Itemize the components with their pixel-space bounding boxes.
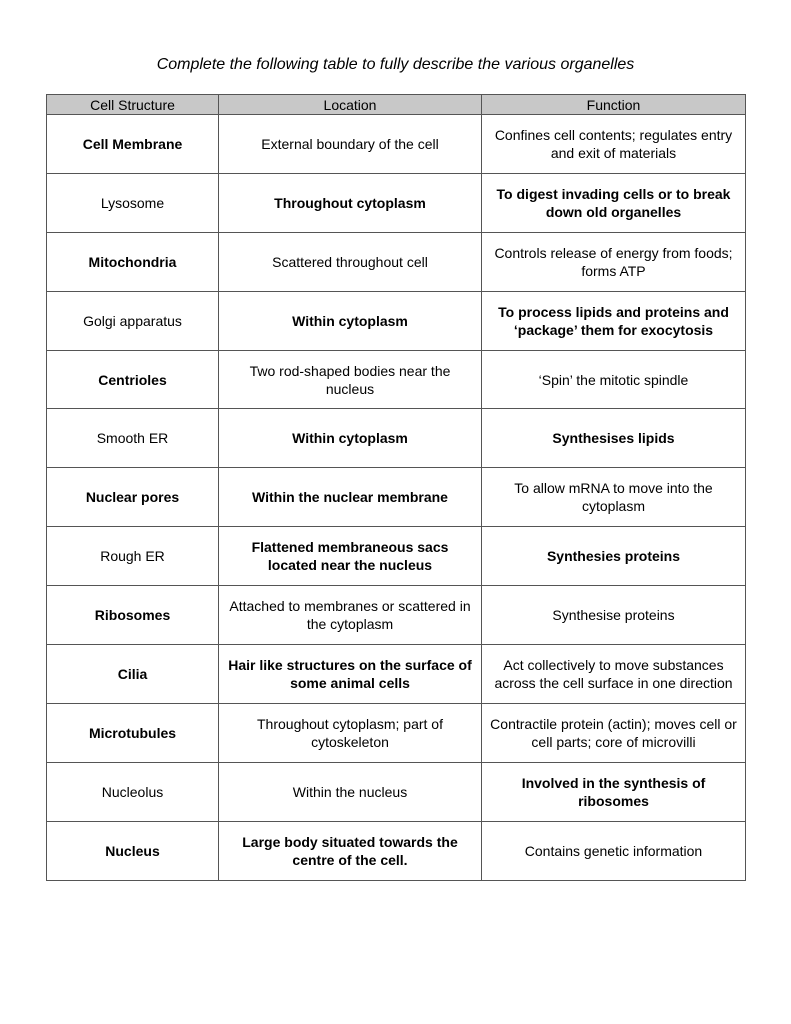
location-cell: Within the nuclear membrane (219, 468, 482, 527)
cell-structure-cell: Nucleus (47, 821, 219, 880)
table-row (47, 586, 746, 645)
location-cell: Within cytoplasm (219, 291, 482, 350)
location-cell: Hair like structures on the surface of some animal cells (219, 645, 482, 704)
location-cell: Large body situated towards the centre of the cell. (219, 821, 482, 880)
table-row (47, 468, 746, 527)
table-row (47, 703, 746, 762)
function-cell: Confines cell contents; regulates entry and exit of materials (482, 115, 746, 174)
function-cell: Involved in the synthesis of ribosomes (482, 762, 746, 821)
cell-structure-cell: Nucleolus (47, 762, 219, 821)
function-cell: Synthesies proteins (482, 527, 746, 586)
table-row (47, 527, 746, 586)
table-row (47, 821, 746, 880)
function-cell: Synthesise proteins (482, 586, 746, 645)
table-row (47, 762, 746, 821)
table-row (47, 350, 746, 409)
table-body (47, 115, 746, 881)
table-row (47, 173, 746, 232)
location-cell: Scattered throughout cell (219, 232, 482, 291)
cell-structure-cell: Centrioles (47, 350, 219, 409)
organelles-table (46, 94, 746, 881)
cell-structure-cell: Lysosome (47, 173, 219, 232)
function-cell: Contractile protein (actin); moves cell or cell parts; core of microvilli (482, 703, 746, 762)
cell-structure-cell: Nuclear pores (47, 468, 219, 527)
cell-structure-cell: Smooth ER (47, 409, 219, 468)
table-row (47, 291, 746, 350)
header-cell-structure: Cell Structure (47, 95, 219, 115)
table-row (47, 115, 746, 174)
cell-structure-cell: Ribosomes (47, 586, 219, 645)
table-header-row (47, 95, 746, 115)
page-title: Complete the following table to fully describe the various organelles (156, 56, 635, 73)
cell-structure-cell: Cilia (47, 645, 219, 704)
location-cell: Throughout cytoplasm; part of cytoskeleton (219, 703, 482, 762)
location-cell: Attached to membranes or scattered in the cytoplasm (219, 586, 482, 645)
function-cell: Contains genetic information (482, 821, 746, 880)
location-cell: Flattened membraneous sacs located near the nucleus (219, 527, 482, 586)
cell-structure-cell: Mitochondria (47, 232, 219, 291)
table-row (47, 409, 746, 468)
function-cell: To digest invading cells or to break down old organelles (482, 173, 746, 232)
function-cell: Act collectively to move substances across the cell surface in one direction (482, 645, 746, 704)
cell-structure-cell: Cell Membrane (47, 115, 219, 174)
function-cell: ‘Spin’ the mitotic spindle (482, 350, 746, 409)
table-row (47, 645, 746, 704)
header-location: Location (219, 95, 482, 115)
function-cell: Synthesises lipids (482, 409, 746, 468)
location-cell: Within cytoplasm (219, 409, 482, 468)
cell-structure-cell: Rough ER (47, 527, 219, 586)
location-cell: Throughout cytoplasm (219, 173, 482, 232)
function-cell: To process lipids and proteins and ‘package’ them for exocytosis (482, 291, 746, 350)
header-function: Function (482, 95, 746, 115)
location-cell: External boundary of the cell (219, 115, 482, 174)
cell-structure-cell: Microtubules (47, 703, 219, 762)
location-cell: Two rod-shaped bodies near the nucleus (219, 350, 482, 409)
function-cell: Controls release of energy from foods; forms ATP (482, 232, 746, 291)
cell-structure-cell: Golgi apparatus (47, 291, 219, 350)
function-cell: To allow mRNA to move into the cytoplasm (482, 468, 746, 527)
table-row (47, 232, 746, 291)
location-cell: Within the nucleus (219, 762, 482, 821)
